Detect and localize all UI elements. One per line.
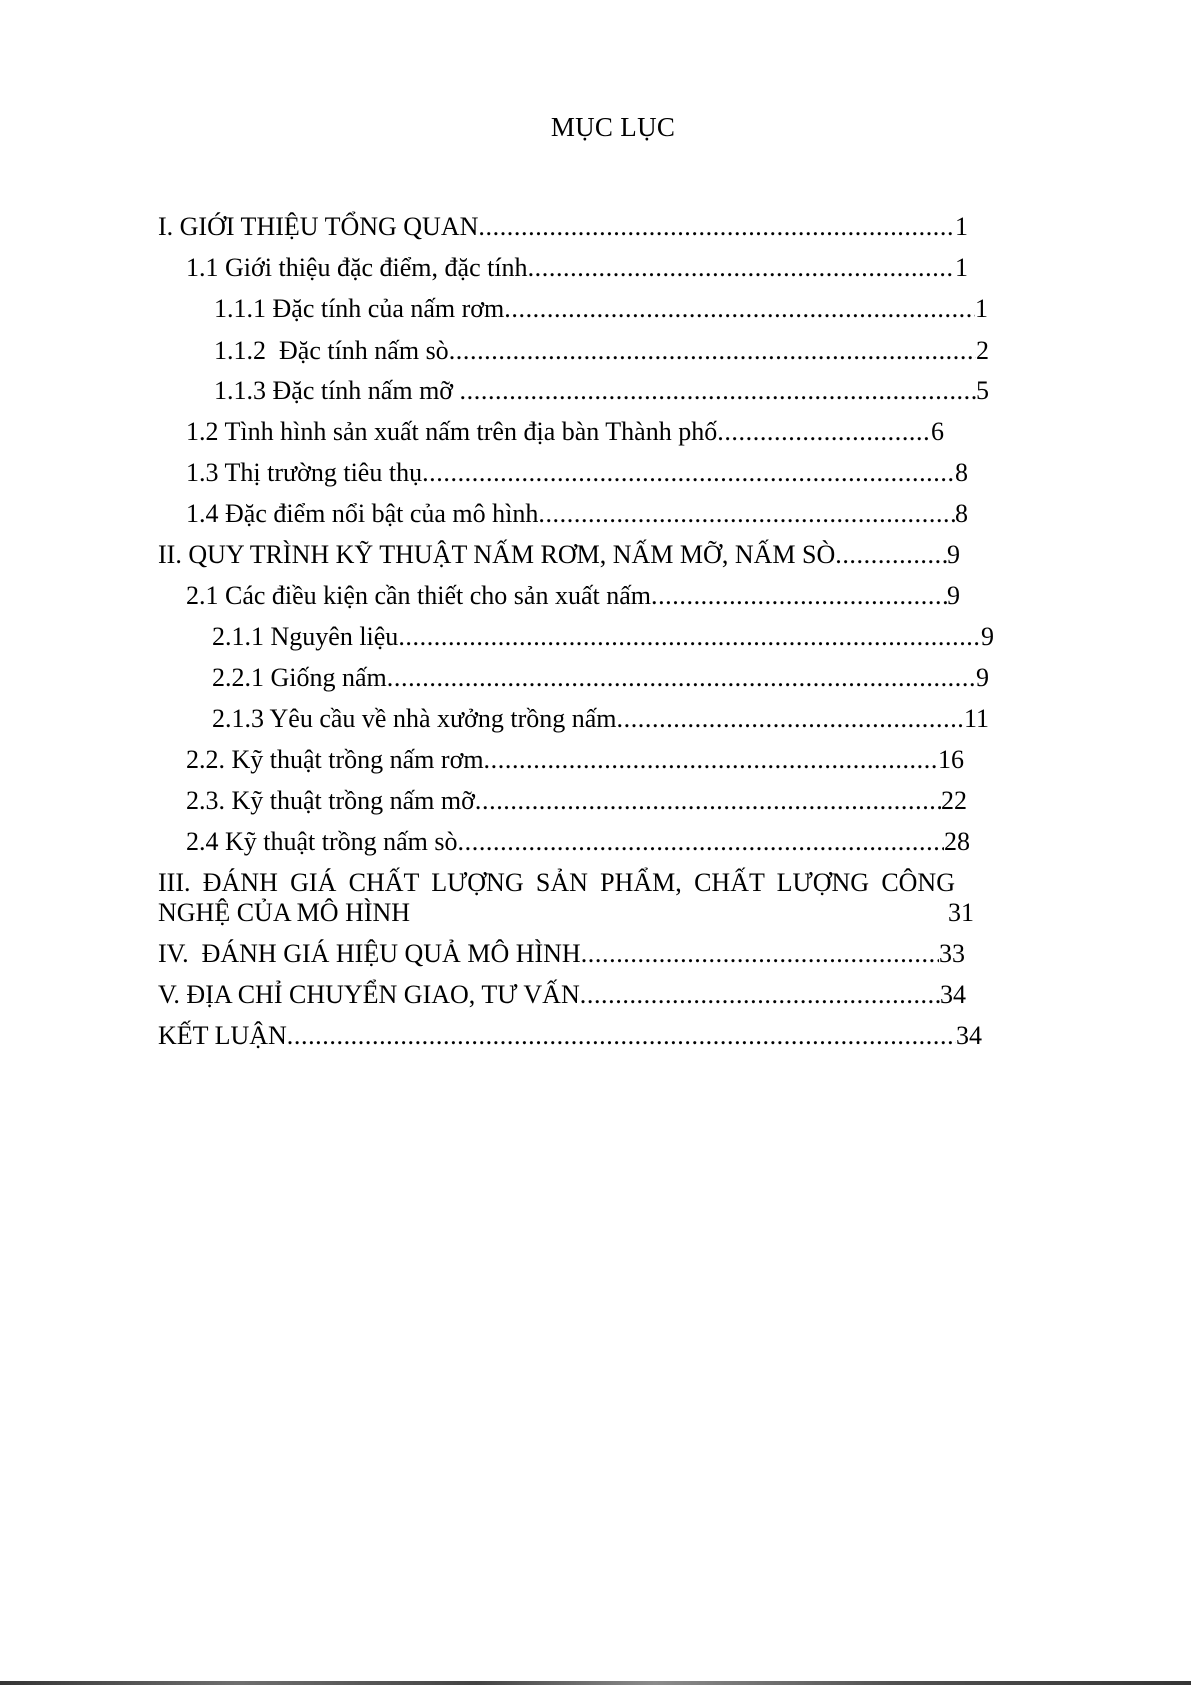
toc-entry[interactable]: [186, 827, 970, 859]
toc-entry-page: 8: [955, 499, 968, 528]
toc-entry[interactable]: [186, 458, 968, 490]
toc-entry[interactable]: [186, 786, 967, 818]
toc-entry-page: 22: [941, 786, 967, 815]
toc-entry-label: V. ĐỊA CHỈ CHUYỂN GIAO, TƯ VẤN: [158, 980, 580, 1009]
toc-entry-page: 5: [976, 376, 989, 405]
toc-entry[interactable]: [158, 980, 966, 1012]
dot-leader: [484, 745, 938, 775]
toc-entry[interactable]: [214, 336, 989, 368]
toc-entry-label: II. QUY TRÌNH KỸ THUẬT NẤM RƠM, NẤM MỠ, NẤM SÒ: [158, 540, 836, 569]
dot-leader: [449, 336, 976, 366]
toc-entry-label: 2.2. Kỹ thuật trồng nấm rơm: [186, 745, 484, 774]
dot-leader: [460, 376, 976, 406]
toc-entry-page: 28: [944, 827, 970, 856]
dot-leader: [458, 827, 944, 857]
toc-entry-line1: [158, 868, 974, 898]
toc-entry-page: 16: [938, 745, 964, 774]
toc-entry[interactable]: [158, 540, 960, 572]
toc-entry-label: 1.1 Giới thiệu đặc điểm, đặc tính: [186, 253, 528, 282]
toc-entry-page: 9: [976, 663, 989, 692]
dot-leader: [717, 417, 931, 447]
toc-entry[interactable]: [186, 417, 944, 449]
toc-entry-page: 31: [948, 898, 974, 927]
toc-entry-label: 1.3 Thị trường tiêu thụ: [186, 458, 423, 487]
toc-entry[interactable]: [158, 212, 968, 244]
toc-entry-line2: [158, 898, 974, 928]
toc-entry-page: 2: [976, 336, 989, 365]
toc-entry-page: 34: [940, 980, 966, 1009]
toc-entry-page: 9: [947, 540, 960, 569]
toc-entry-page: 1: [975, 294, 988, 323]
toc-entry-page: 9: [981, 622, 994, 651]
toc-entry-page: 6: [931, 417, 944, 446]
toc-entry[interactable]: [186, 253, 968, 285]
dot-leader: [504, 294, 975, 324]
dot-leader: [387, 663, 976, 693]
toc-entry[interactable]: [158, 1021, 982, 1053]
toc-entry[interactable]: [186, 581, 960, 613]
dot-leader: [835, 540, 947, 570]
toc-entry-page: 9: [947, 581, 960, 610]
toc-entry-page: 33: [939, 939, 965, 968]
toc-entry-label: 2.1 Các điều kiện cần thiết cho sản xuất nấm: [186, 581, 651, 610]
dot-leader: [581, 939, 939, 969]
toc-entry-label: 1.1.2 Đặc tính nấm sò: [214, 336, 449, 365]
toc-entry-page: 8: [955, 458, 968, 487]
toc-entry-label: IV. ĐÁNH GIÁ HIỆU QUẢ MÔ HÌNH: [158, 939, 581, 968]
toc-entry-page: 1: [955, 212, 968, 241]
toc-entry-label: 2.2.1 Giống nấm: [212, 663, 387, 692]
toc-entry-label: 2.1.1 Nguyên liệu: [212, 622, 399, 651]
toc-entry[interactable]: [186, 745, 964, 777]
toc-entry[interactable]: [186, 499, 968, 531]
toc-entry-label: 1.4 Đặc điểm nổi bật của mô hình: [186, 499, 539, 528]
toc-entry-label: KẾT LUẬN: [158, 1021, 287, 1050]
toc-entry-label: 1.1.3 Đặc tính nấm mỡ: [214, 376, 460, 405]
toc-entry-label: 2.3. Kỹ thuật trồng nấm mỡ: [186, 786, 475, 815]
dot-leader: [528, 253, 955, 283]
dot-leader: [617, 704, 964, 734]
page-bottom-edge: [0, 1681, 1191, 1685]
dot-leader: [538, 499, 955, 529]
toc-entry[interactable]: [214, 376, 989, 408]
toc-entry-label: III. ĐÁNH GIÁ CHẤT LƯỢNG SẢN PHẨM, CHẤT LƯỢNG CÔNG: [158, 868, 955, 897]
toc-entry[interactable]: [214, 294, 988, 326]
dot-leader: [422, 458, 955, 488]
dot-leader: [398, 622, 981, 652]
toc-entry-page: 11: [963, 704, 989, 733]
toc-entry[interactable]: [212, 622, 994, 654]
toc-entry-label-cont: NGHỆ CỦA MÔ HÌNH: [158, 898, 411, 927]
toc-entry-label: 2.4 Kỹ thuật trồng nấm sò: [186, 827, 458, 856]
dot-leader: [475, 786, 941, 816]
toc-entry-label: 2.1.3 Yêu cầu về nhà xưởng trồng nấm: [212, 704, 617, 733]
toc-entry[interactable]: [158, 868, 974, 928]
dot-leader: [287, 1021, 956, 1051]
dot-leader: [478, 212, 955, 242]
toc-entry-label: 1.1.1 Đặc tính của nấm rơm: [214, 294, 505, 323]
toc-entry-page: 1: [955, 253, 968, 282]
toc-entry-label: I. GIỚI THIỆU TỔNG QUAN: [158, 212, 479, 241]
toc-entry-label: 1.2 Tình hình sản xuất nấm trên địa bàn Thành phố: [186, 417, 718, 446]
toc-entry[interactable]: [212, 704, 989, 736]
dot-leader: [651, 581, 947, 611]
toc-entry-page: 34: [956, 1021, 982, 1050]
toc-entry[interactable]: [158, 939, 965, 971]
toc-title: MỤC LỤC: [550, 112, 676, 142]
dot-leader: [580, 980, 940, 1010]
toc-entry[interactable]: [212, 663, 989, 695]
